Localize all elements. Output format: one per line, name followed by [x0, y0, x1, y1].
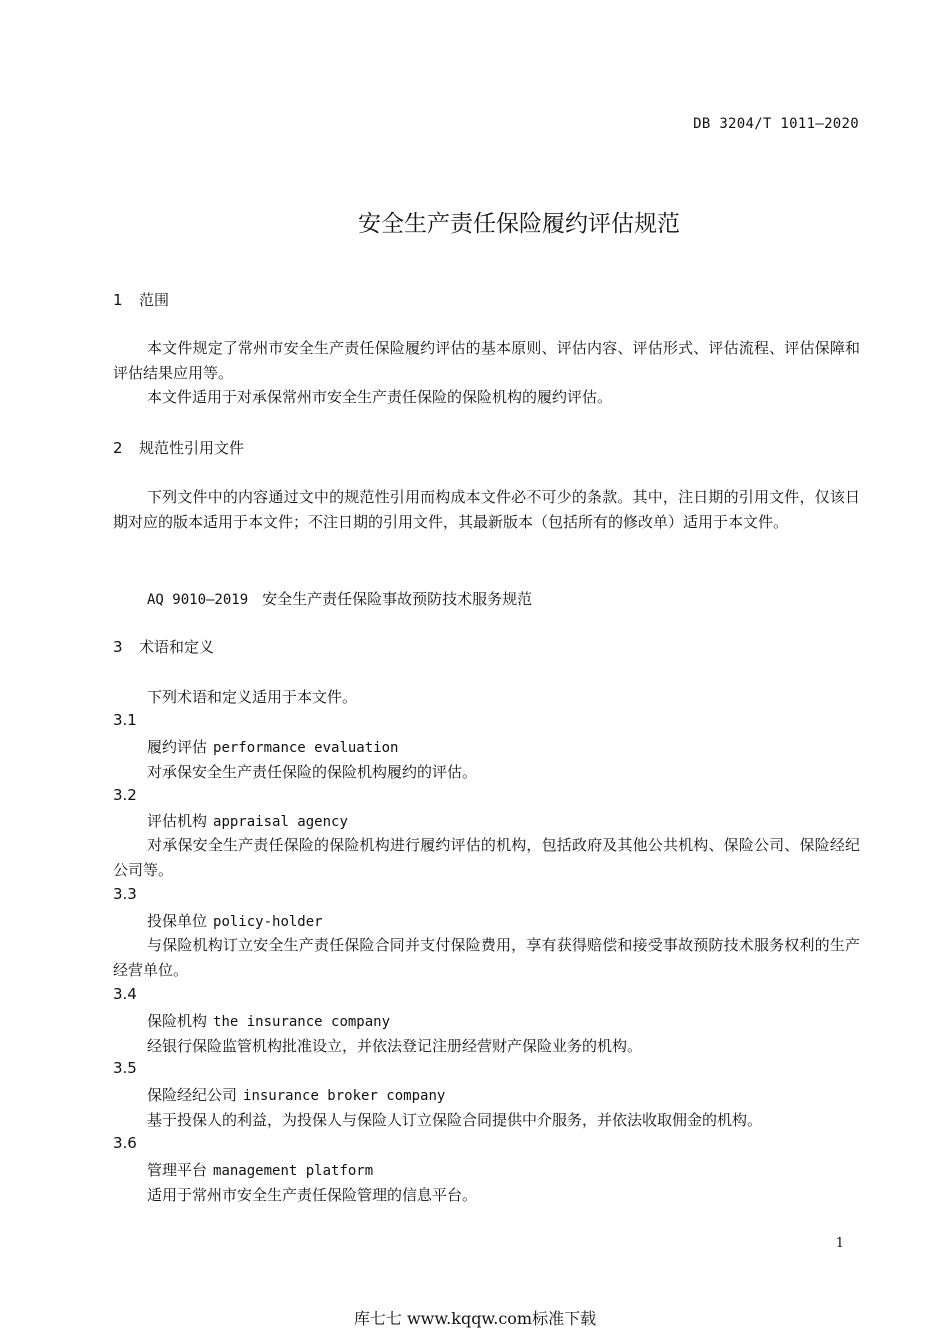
page-number: 1 — [835, 1236, 844, 1251]
term-heading — [147, 810, 348, 831]
section-3-intro: 下列术语和定义适用于本文件。 — [147, 688, 358, 706]
term-definition — [113, 833, 860, 883]
term-number: 3.5 — [113, 1059, 137, 1077]
term-chinese: 投保单位 — [147, 912, 208, 930]
term-heading — [147, 910, 323, 931]
section-heading-text: 范围 — [139, 291, 170, 309]
footer-watermark: 库七七 www.kqqw.com标准下载 — [353, 1309, 597, 1328]
document-code: DB 3204/T 1011—2020 — [693, 116, 859, 132]
reference-code: AQ 9010—2019 — [147, 592, 249, 608]
term-number: 3.3 — [113, 885, 137, 903]
term-definition: 对承保安全生产责任保险的保险机构履约的评估。 — [147, 763, 478, 781]
term-definition: 适用于常州市安全生产责任保险管理的信息平台。 — [147, 1186, 478, 1204]
term-definition: 经银行保险监管机构批准设立，并依法登记注册经营财产保险业务的机构。 — [147, 1037, 643, 1055]
term-chinese: 履约评估 — [147, 738, 208, 756]
section-heading-text: 术语和定义 — [139, 638, 215, 656]
term-english: policy-holder — [213, 914, 323, 930]
term-number: 3.6 — [113, 1134, 137, 1152]
term-chinese: 保险经纪公司 — [147, 1086, 238, 1104]
section-number: 1 — [113, 291, 123, 309]
term-chinese: 保险机构 — [147, 1012, 208, 1030]
term-number: 3.4 — [113, 985, 137, 1003]
term-number: 3.1 — [113, 711, 137, 729]
term-heading — [147, 1010, 390, 1031]
section-number: 2 — [113, 439, 123, 457]
term-heading — [147, 1084, 445, 1105]
section-1-paragraph-1: 本文件规定了常州市安全生产责任保险履约评估的基本原则、评估内容、评估形式、评估流程、评估保障和评估结果应用等。 — [113, 339, 860, 382]
term-english: insurance broker company — [243, 1088, 446, 1104]
term-number: 3.2 — [113, 786, 137, 804]
term-chinese: 评估机构 — [147, 812, 208, 830]
section-number: 3 — [113, 638, 123, 656]
term-english: appraisal agency — [213, 814, 348, 830]
section-heading-text: 规范性引用文件 — [139, 439, 245, 457]
page-title: 安全生产责任保险履约评估规范 — [358, 211, 680, 237]
term-definition: 与保险机构订立安全生产责任保险合同并支付保险费用，享有获得赔偿和接受事故预防技术服务权利的生产经营单位。 — [113, 936, 860, 979]
term-definition: 基于投保人的利益，为投保人与保险人订立保险合同提供中介服务，并依法收取佣金的机构。 — [147, 1111, 763, 1129]
term-chinese: 管理平台 — [147, 1161, 208, 1179]
term-definition-text: 对承保安全生产责任保险的保险机构进行履约评估的机构，包括政府及其他公共机构、保险公司、保险经纪公司等。 — [113, 836, 860, 879]
term-english: management platform — [213, 1163, 374, 1179]
term-english: the insurance company — [213, 1014, 391, 1030]
normative-reference — [147, 588, 532, 609]
section-2-heading — [113, 437, 244, 458]
term-english: performance evaluation — [213, 740, 399, 756]
section-2-paragraph-1: 下列文件中的内容通过文中的规范性引用而构成本文件必不可少的条款。其中，注日期的引用文件，仅该日期对应的版本适用于本文件；不注日期的引用文件，其最新版本（包括所有的修改单）适用于本文件。 — [113, 488, 860, 531]
section-1-paragraph-2: 本文件适用于对承保常州市安全生产责任保险的保险机构的履约评估。 — [147, 388, 613, 406]
reference-title: 安全生产责任保险事故预防技术服务规范 — [262, 590, 533, 608]
section-1-heading — [113, 289, 169, 310]
term-heading — [147, 1159, 373, 1180]
term-heading — [147, 736, 398, 757]
section-3-heading — [113, 636, 214, 657]
